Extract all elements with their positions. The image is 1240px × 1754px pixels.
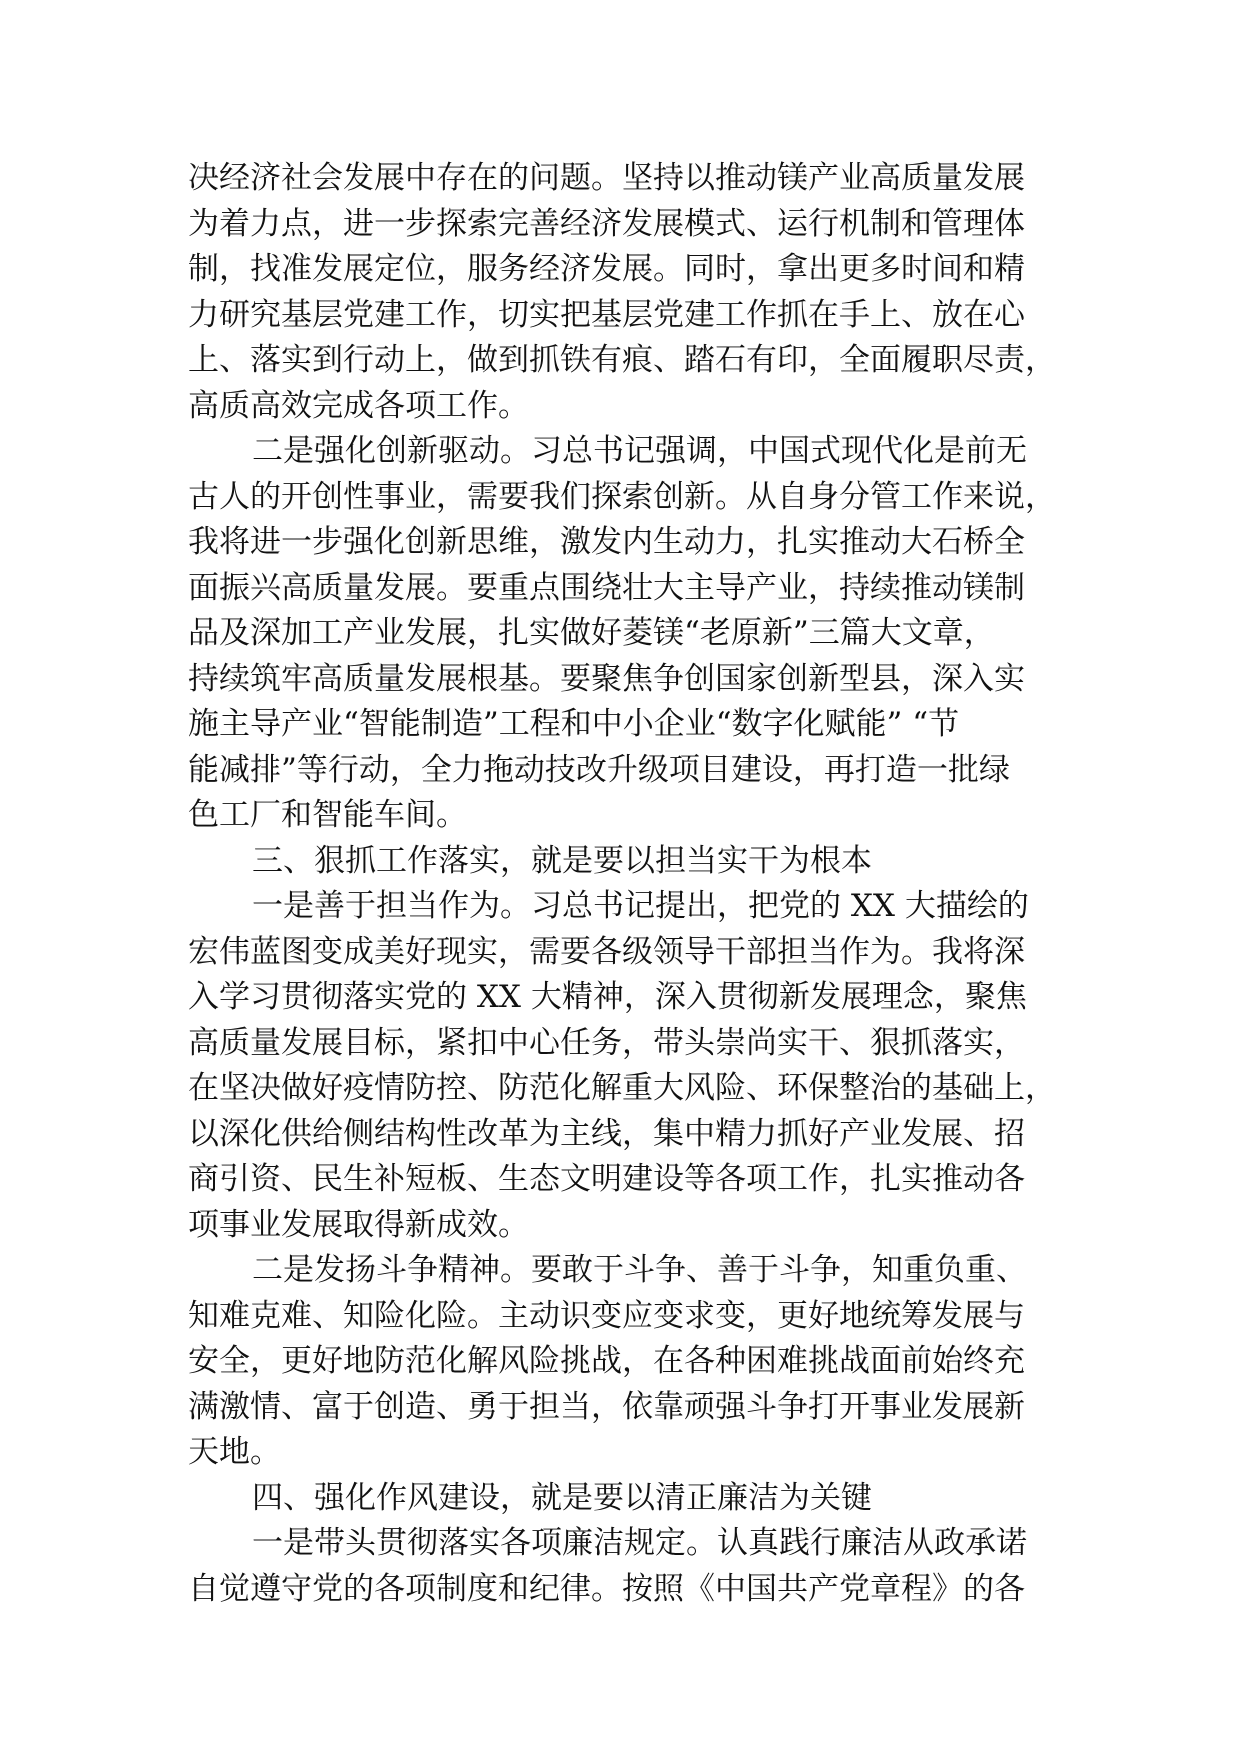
text-line: 以深化供给侧结构性改革为主线，集中精力抓好产业发展、招 [188, 1115, 1025, 1152]
text-line: 宏伟蓝图变成美好现实，需要各级领导干部担当作为。我将深 [188, 933, 1025, 970]
text-line: 制，找准发展定位，服务经济发展。同时，拿出更多时间和精 [188, 251, 1025, 287]
text-line: 安全，更好地防范化解风险挑战，在各种困难挑战面前始终充 [188, 1343, 1025, 1379]
text-line: 上、落实到行动上，做到抓铁有痕、踏石有印，全面履职尽责， [188, 342, 1056, 378]
text-line: 我将进一步强化创新思维，激发内生动力，扎实推动大石桥全 [188, 524, 1025, 560]
text-line: 能减排”等行动，全力拖动技改升级项目建设，再打造一批绿 [188, 751, 1010, 788]
section-heading: 四、强化作风建设，就是要以清正廉洁为关键 [252, 1479, 872, 1516]
text-line: 品及深加工产业发展，扎实做好菱镁“老原新”三篇大文章， [188, 615, 995, 651]
text-line: 色工厂和智能车间。 [188, 797, 467, 833]
text-line: 满激情、富于创造、勇于担当，依靠顽强斗争打开事业发展新 [188, 1388, 1025, 1425]
text-line: 项事业发展取得新成效。 [188, 1206, 529, 1243]
text-line: 知难克难、知险化险。主动识变应变求变，更好地统筹发展与 [188, 1297, 1025, 1334]
text-line: 天地。 [188, 1434, 281, 1470]
paragraph-start-line: 二是发扬斗争精神。要敢于斗争、善于斗争，知重负重、 [252, 1252, 1027, 1288]
text-line: 自觉遵守党的各项制度和纪律。按照《中国共产党章程》的各 [188, 1570, 1025, 1607]
paragraph-start-line: 一是带头贯彻落实各项廉洁规定。认真践行廉洁从政承诺 [252, 1525, 1027, 1561]
text-line: 面振兴高质量发展。要重点围绕壮大主导产业，持续推动镁制 [188, 569, 1025, 606]
text-line: 在坚决做好疫情防控、防范化解重大风险、环保整治的基础上， [188, 1070, 1056, 1106]
text-line: 持续筑牢高质量发展根基。要聚焦争创国家创新型县，深入实 [188, 660, 1025, 697]
section-heading: 三、狠抓工作落实，就是要以担当实干为根本 [252, 842, 872, 879]
text-line: 为着力点，进一步探索完善经济发展模式、运行机制和管理体 [188, 205, 1025, 242]
text-line: 入学习贯彻落实党的 XX 大精神，深入贯彻新发展理念，聚焦 [188, 979, 1027, 1015]
paragraph-start-line: 二是强化创新驱动。习总书记强调，中国式现代化是前无 [252, 433, 1027, 469]
text-line: 商引资、民生补短板、生态文明建设等各项工作，扎实推动各 [188, 1161, 1025, 1197]
text-line: 力研究基层党建工作，切实把基层党建工作抓在手上、放在心 [188, 296, 1025, 333]
paragraph-start-line: 一是善于担当作为。习总书记提出，把党的 XX 大描绘的 [252, 888, 1029, 924]
text-line: 高质高效完成各项工作。 [188, 387, 529, 424]
document-body [188, 156, 1076, 1612]
text-line: 施主导产业“智能制造”工程和中小企业“数字化赋能” “节 [188, 706, 960, 742]
text-line: 高质量发展目标，紧扣中心任务，带头崇尚实干、狠抓落实， [188, 1024, 1025, 1061]
text-line: 决经济社会发展中存在的问题。坚持以推动镁产业高质量发展 [188, 160, 1025, 196]
text-line: 古人的开创性事业，需要我们探索创新。从自身分管工作来说， [188, 478, 1056, 515]
